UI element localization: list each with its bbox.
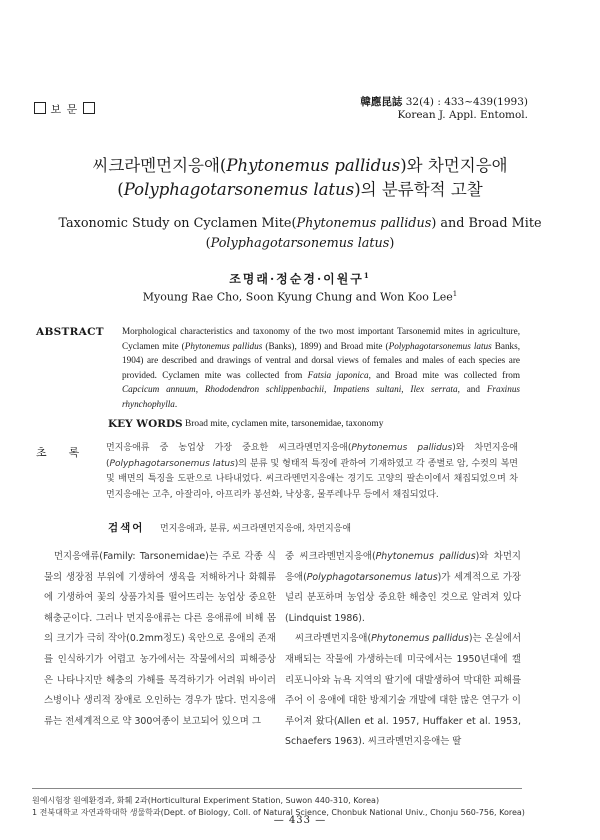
body-right-paragraph-1 [285, 547, 521, 629]
summary-sci: Phytonemus pallidus [351, 443, 453, 453]
body-left-paragraph: 먼지응애류(Family: Tarsonemidae)는 주로 각종 식물의 생장점 부위에 기생하여 생육을 저해하거나 화훼류에 기생하여 꽃의 상품가치를 떨어뜨리는 농업상 중요한 해충군이다. 그러나 먼지응애류는 다른 응애류에 비해 몸의 크기가 극히 작아(0.2mm정도) 육안으로 응애의 존재를 인식하기가 어렵고 농가에서는 작물에서의 피해증상은 나타나지만 해충의 가해를 목격하기가 어려워 바이러스병이나 생리적 장애로 오인하는 경우가 많다. 먼지응애류는 전세계적으로 약 300여종이 보고되어 있으며 그 [44, 551, 276, 727]
keywords-label: KEY WORDS [108, 418, 183, 430]
title-ko-line1 [0, 154, 600, 178]
keywords-text: Broad mite, cyclamen mite, tarsonemidae, taxonomy [185, 419, 384, 429]
title-en-line1 [0, 214, 600, 234]
paper-type-label [34, 101, 95, 117]
author-superscript: 1 [452, 290, 458, 298]
body-run: 중 씨크라멘먼지응애( [285, 551, 376, 562]
body-left-column [44, 547, 276, 732]
body-run: )와 차먼지응애( [285, 551, 521, 583]
abstract-run: . [174, 398, 178, 409]
title-ko-sci: Phytonemus pallidus [226, 156, 401, 175]
summary-label: 초록 [36, 446, 102, 459]
title-ko-text: 씨크라멘먼지응애( [92, 156, 227, 175]
abstract-run: Banks, 1904) are described and drawings of ventral and dorsal views of females and males of each species are provided. Cyclamen mite was collected from [122, 340, 521, 380]
body-right-column [285, 547, 521, 753]
title-ko-line2 [0, 178, 600, 202]
summary-text [106, 441, 518, 503]
title-en-text: ) and Broad Mite [431, 216, 542, 231]
abstract-run: , and Broad mite was collected from [368, 369, 520, 380]
title-ko-text: )와 차먼지응애 [400, 156, 508, 175]
abstract-label: ABSTRACT [36, 326, 104, 338]
authors-en [0, 290, 600, 304]
title-en-sci: Polyphagotarsonemus latus [210, 236, 390, 251]
title-en-line2 [0, 234, 600, 254]
author-superscript: 1 [363, 271, 371, 280]
abstract-sci: Phytonemus pallidus [184, 340, 263, 351]
abstract-sci: Polyphagotarsonemus latus [388, 340, 492, 351]
journal-citation [360, 96, 528, 122]
summary-run: )의 분류 및 형태적 특징에 관하여 기재하였고 각 종별로 암, 수컷의 복면 및 배면의 특징을 도판으로 나타내었다. 씨크라멘먼지응애는 경기도 고양의 팔손이에서 채집되었으며 차먼지응애는 고추, 아잘리아, 아프리카 봉선화, 낙상홍, 물푸레나무 등에서 채집되었다. [106, 458, 518, 500]
journal-volume: 32(4) : 433~439(1993) [402, 96, 528, 108]
body-sci: Phytonemus pallidus [375, 551, 476, 562]
title-en-text: ) [389, 236, 395, 251]
body-right-paragraph-2 [285, 629, 521, 753]
left-box-icon [34, 102, 46, 114]
paper-type-text: 보 문 [50, 103, 79, 116]
summary-sci: Polyphagotarsonemus latus [109, 458, 235, 469]
summary-run: 먼지응애류 중 농업상 가장 중요한 씨크라멘먼지응애( [106, 443, 352, 453]
korean-keywords-text: 먼지응애과, 분류, 씨크라멘먼지응애, 차먼지응애 [160, 524, 352, 534]
abstract-run: (Banks), 1899) and Broad mite ( [262, 340, 389, 351]
authors-ko-text: 조명래·정순경·이원구 [229, 272, 364, 286]
authors-en-text: Myoung Rae Cho, Soon Kyung Chung and Won Koo Lee [142, 290, 453, 304]
abstract-sci: Fraxinus rhynchophylla [122, 384, 520, 409]
body-run: )는 온실에서 재배되는 작물에 가생하는데 미국에서는 1950년대에 캘리포니아와 뉴욕 지역의 딸기에 대발생하여 막대한 피해를 주어 이 응애에 대한 방제기술 개발에 대한 많은 연구가 이루어져 왔다(Allen et al. 1957, Huffaker et al. 1953, Schaefers 1963). 씨크라멘먼지응애는 딸 [285, 633, 521, 748]
body-run: 씨크라멘먼지응애( [295, 633, 372, 645]
title-en-text: Taxonomic Study on Cyclamen Mite( [58, 216, 297, 231]
title-ko-text: ( [117, 180, 124, 199]
footnote-1: 원예시험장 원예환경과, 화훼 2과(Horticultural Experiment Station, Suwon 440-310, Korea) [32, 796, 380, 805]
abstract-text [122, 324, 520, 411]
page-number: — 433 — [273, 815, 327, 826]
body-run: )가 세계적으로 가장 널리 분포하며 농업상 중요한 해충인 것으로 알려져 있다(Lindquist 1986). [285, 571, 521, 624]
title-ko-sci: Polyphagotarsonemus latus [123, 180, 355, 199]
abstract-run: Morphological characteristics and taxonomy of the two most important Tarsonemid mites in agriculture, Cyclamen mite ( [122, 326, 520, 351]
title-ko-text: )의 분류학적 고찰 [354, 180, 483, 199]
abstract-sci: Fatsia japonica [307, 369, 369, 380]
korean-keywords-label: 검색어 [108, 522, 145, 534]
journal-name-ko: 韓應昆誌 [360, 96, 403, 108]
footnote-2: 1 전북대학교 자연과학대학 생물학과(Dept. of Biology, Coll. of Natural Science, Chonbuk National Univ., Chonju 560-756, Korea) [32, 807, 525, 817]
abstract-sci: Capcicum annuum, Rhododendron schlippenbachii, Impatiens sultani, Ilex serrata, [122, 384, 460, 394]
title-en-text: ( [205, 236, 211, 251]
body-sci: Polyphagotarsonemus latus [306, 571, 438, 583]
footnote-divider [32, 788, 522, 789]
body-sci: Phytonemus pallidus [371, 633, 469, 645]
title-en-sci: Phytonemus pallidus [296, 216, 432, 231]
summary-run: )와 차먼지응애( [106, 443, 518, 469]
journal-name-en: Korean J. Appl. Entomol. [397, 109, 528, 121]
abstract-run: and [459, 384, 487, 394]
right-box-icon [83, 102, 95, 114]
authors-ko [0, 270, 600, 287]
